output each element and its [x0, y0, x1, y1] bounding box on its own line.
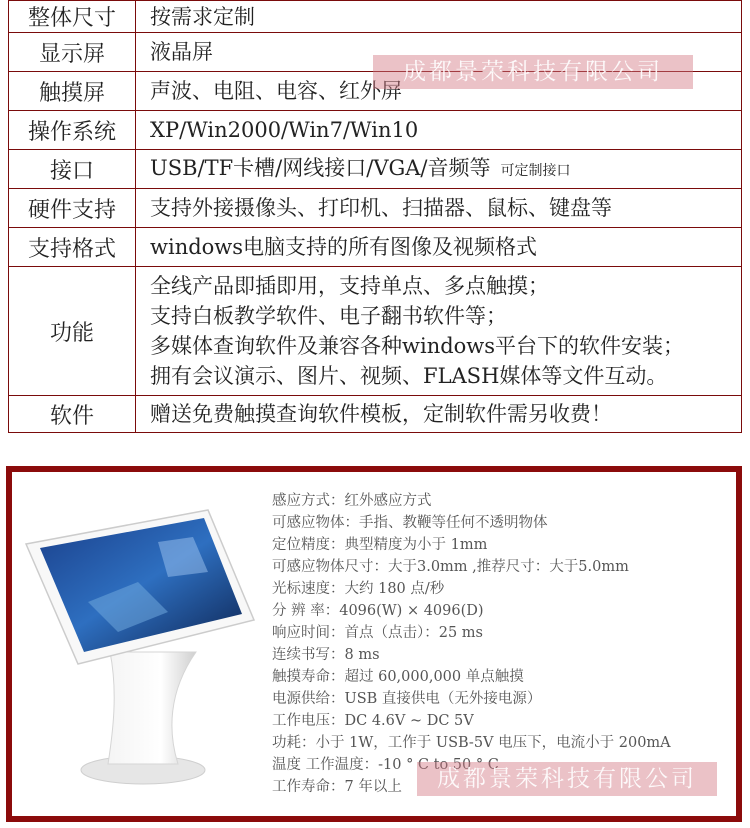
spec-value-cell	[136, 267, 742, 396]
spec-item: 电源供给：USB 直接供电（无外接电源）	[272, 691, 542, 707]
spec-value: 支持外接摄像头、打印机、扫描器、鼠标、键盘等	[136, 189, 742, 228]
spec-label: 功能	[9, 267, 136, 396]
touch-kiosk-image	[18, 502, 258, 802]
spec-item: 可感应物体：手指、教鞭等任何不透明物体	[272, 515, 548, 531]
spec-item: 感应方式：红外感应方式	[272, 493, 432, 509]
spec-item: 光标速度：大约 180 点/秒	[272, 581, 445, 597]
function-line: 多媒体查询软件及兼容各种windows平台下的软件安装；	[150, 334, 685, 358]
watermark: 成都景荣科技有限公司	[373, 55, 693, 89]
spec-row-hardware	[9, 189, 742, 228]
function-line: 拥有会议演示、图片、视频、FLASH媒体等文件互动。	[150, 364, 668, 388]
spec-value: XP/Win2000/Win7/Win10	[136, 111, 742, 150]
spec-label: 硬件支持	[9, 189, 136, 228]
function-line: 全线产品即插即用，支持单点、多点触摸；	[150, 274, 549, 298]
spec-item: 可感应物体尺寸：大于3.0mm ,推荐尺寸：大于5.0mm	[272, 559, 629, 575]
spec-value-cell	[136, 150, 742, 189]
spec-item: 连续书写：8 ms	[272, 647, 380, 663]
product-panel-inner	[12, 472, 736, 816]
spec-item: 定位精度：典型精度为小于 1mm	[272, 537, 488, 553]
spec-row-size	[9, 1, 742, 33]
spec-row-formats	[9, 228, 742, 267]
spec-value: USB/TF卡槽/网线接口/VGA/音频等	[150, 155, 491, 180]
spec-item: 工作电压：DC 4.6V ~ DC 5V	[272, 713, 474, 729]
spec-label: 操作系统	[9, 111, 136, 150]
spec-row-ports	[9, 150, 742, 189]
spec-value: 按需求定制	[136, 1, 742, 33]
spec-item: 温度 工作温度：-10 ° C to 50 ° C	[272, 757, 499, 773]
spec-value: 液晶屏	[136, 33, 742, 72]
spec-label: 触摸屏	[9, 72, 136, 111]
spec-item: 响应时间：首点（点击）：25 ms	[272, 625, 483, 641]
spec-label: 接口	[9, 150, 136, 189]
spec-note: 可定制接口	[500, 162, 571, 179]
spec-item: 功耗：小于 1W，工作于 USB-5V 电压下，电流小于 200mA	[272, 735, 671, 751]
spec-label: 整体尺寸	[9, 1, 136, 33]
spec-item: 分 辨 率：4096(W) × 4096(D)	[272, 603, 484, 619]
spec-item: 触摸寿命：超过 60,000,000 单点触摸	[272, 669, 524, 685]
spec-label: 显示屏	[9, 33, 136, 72]
function-line: 支持白板教学软件、电子翻书软件等；	[150, 304, 507, 328]
watermark: 成都景荣科技有限公司	[417, 762, 717, 796]
spec-label: 软件	[9, 396, 136, 433]
spec-value: 赠送免费触摸查询软件模板，定制软件需另收费！	[136, 396, 742, 433]
product-spec-list	[272, 490, 671, 798]
spec-row-os	[9, 111, 742, 150]
product-panel	[6, 466, 742, 822]
spec-value: 声波、电阻、电容、红外屏	[136, 72, 742, 111]
spec-label: 支持格式	[9, 228, 136, 267]
spec-row-software	[9, 396, 742, 433]
spec-row-functions	[9, 267, 742, 396]
spec-value: windows电脑支持的所有图像及视频格式	[136, 228, 742, 267]
spec-item: 工作寿命：7 年以上	[272, 779, 402, 795]
